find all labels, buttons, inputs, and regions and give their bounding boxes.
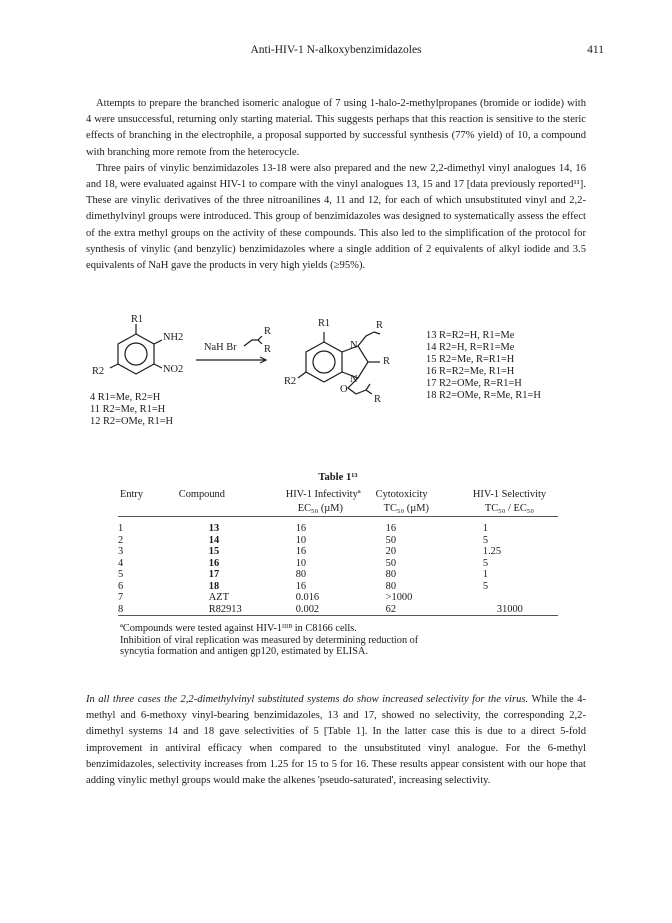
col-infectivity-unit: EC₅₀ (µM) — [297, 503, 343, 514]
product-r2-label: R2 — [284, 376, 297, 387]
col-entry: Entry — [120, 489, 144, 500]
cell-ec50: 0.016 — [295, 592, 320, 603]
cell-selectivity: 5 — [482, 557, 489, 569]
table-footnote — [118, 623, 558, 658]
cell-ec50: 16 — [295, 523, 307, 534]
product-n-bottom-label: N — [350, 374, 358, 385]
cell-tc50: 80 — [385, 580, 397, 592]
cell-selectivity: 1.25 — [482, 546, 502, 557]
col-cytotoxicity-unit: TC₅₀ (µM) — [383, 503, 429, 514]
cell-tc50: 62 — [385, 603, 397, 615]
cell-entry: 8 — [118, 603, 124, 615]
cell-tc50: 50 — [385, 534, 397, 546]
start-material-item: 12 R2=OMe, R1=H — [90, 416, 174, 427]
col-selectivity-title: HIV-1 Selectivity — [472, 489, 547, 500]
aromatic-circle — [125, 343, 147, 365]
intro-section — [86, 96, 586, 274]
product-item: 15 R2=Me, R=R1=H — [426, 354, 515, 365]
table-bottom-rule — [118, 616, 558, 621]
product-r-ring-label: R — [383, 356, 390, 367]
cell-compound: AZT — [208, 592, 229, 603]
product-list — [426, 330, 541, 402]
footnote-line-3: syncytia formation and antigen gp120, estimated by ELISA. — [120, 646, 368, 657]
synthesis-scheme — [86, 314, 586, 462]
cell-entry: 5 — [118, 569, 124, 580]
cell-ec50: 10 — [295, 557, 307, 569]
data-table — [118, 488, 558, 620]
table-row — [118, 535, 558, 547]
cell-tc50: 16 — [385, 523, 397, 534]
table-title: Table 1¹³ — [318, 472, 358, 483]
cell-entry: 7 — [118, 592, 124, 603]
cell-selectivity — [473, 592, 558, 604]
cell-ec50: 16 — [295, 580, 307, 592]
cell-ec50: 10 — [295, 534, 307, 546]
product-item: 13 R=R2=H, R1=Me — [426, 330, 515, 341]
cell-compound: 13 — [208, 523, 220, 534]
cell-tc50: >1000 — [385, 592, 413, 603]
cell-ec50: 0.002 — [295, 603, 320, 615]
results-table — [118, 472, 558, 658]
cell-selectivity: 1 — [482, 523, 489, 534]
cell-compound: R82913 — [208, 603, 242, 615]
benzimidazole-ring — [306, 342, 342, 382]
cell-selectivity: 5 — [482, 534, 489, 546]
discussion-section — [86, 692, 586, 789]
product-o-label: O — [340, 384, 348, 395]
table-row — [118, 546, 558, 558]
table-row — [118, 558, 558, 570]
product-item: 18 R2=OMe, R=Me, R1=H — [426, 390, 541, 401]
cell-tc50: 50 — [385, 557, 397, 569]
col-cytotoxicity — [376, 488, 473, 517]
start-material-item: 4 R1=Me, R2=H — [90, 392, 161, 403]
table-row — [118, 604, 558, 616]
product-r-bottom-label: R — [374, 394, 381, 405]
discussion-paragraph — [86, 692, 586, 789]
page-number: 411 — [587, 44, 604, 56]
discussion-body: While the 4-methyl and 6-methoxy vinyl-bearing benzimidazoles, 13 and 17, showed no selectivity, the corresponding 2,2-dimethyl systems 14 and 18 gave selectivities of 5 [Table 1]. In the latter case this is due to a direct 5-fold improvement in antiviral efficacy when compared to the unsubstituted vinyl analogue. For the 6-methyl benzimidazoles, selectivity increases from 1.25 for 15 to 5 for 16. These results appear consistent with our hope that adding vinylic methyl groups would make the alkenes 'pseudo-saturated', increasing selectivity. — [86, 694, 586, 787]
reagent-label: NaH Br — [204, 342, 237, 353]
cell-tc50: 80 — [385, 569, 397, 580]
page-header — [40, 44, 632, 60]
table-row — [118, 569, 558, 581]
col-cytotoxicity-title: Cytotoxicity — [375, 489, 428, 500]
reagent-r-top: R — [264, 326, 271, 337]
col-infectivity — [286, 488, 376, 517]
footnote-line-1: ªCompounds were tested against HIV-1ᴵᴵᴵᴮ in C8166 cells. — [120, 623, 357, 634]
reagent-r-bottom: R — [264, 344, 271, 355]
product-r1-label: R1 — [318, 318, 331, 329]
product-item: 17 R2=OMe, R=R1=H — [426, 378, 522, 389]
cell-tc50: 20 — [385, 546, 397, 557]
cell-selectivity: 5 — [482, 580, 489, 592]
cell-selectivity: 31000 — [496, 603, 523, 615]
col-selectivity — [473, 488, 558, 517]
cell-entry: 1 — [118, 523, 124, 534]
cell-entry: 6 — [118, 580, 124, 592]
cell-compound: 17 — [208, 569, 220, 580]
cell-compound: 15 — [208, 546, 220, 557]
sm-nh2-label: NH2 — [163, 332, 184, 343]
running-title: Anti-HIV-1 N-alkoxybenzimidazoles — [250, 44, 422, 56]
start-material-item: 11 R2=Me, R1=H — [90, 404, 166, 415]
cell-ec50: 80 — [295, 569, 307, 580]
cell-ec50: 16 — [295, 546, 307, 557]
nitroaniline-ring — [118, 334, 154, 374]
product-r-top-label: R — [376, 320, 383, 331]
intro-paragraph-2: Three pairs of vinylic benzimidazoles 13-18 were also prepared and the new 2,2-dimethyl vinyl analogues 14, 16 and 18, were evaluated against HIV-1 to compare with the vinyl analogues 13, 15 and 17 [data previously reported¹¹]. These are vinylic derivatives of the three nitroanilines 4, 11 and 12, for each of which unsubstituted vinyl and 2,2-dimethylvinyl groups were introduced. This group of benzimidazoles was designed to systematically assess the effect of the extra methyl groups on the activity of these compounds. This also led to the simplification of the protocol for synthesis of vinylic (and benzylic) benzimidazoles where a single addition of 2 equivalents of alkyl iodide and 3.5 equivalents of NaH gave the products in very high yields (≥95%). — [86, 162, 586, 272]
cell-selectivity: 1 — [482, 569, 489, 580]
product-n-top-label: N — [350, 340, 358, 351]
cell-entry: 2 — [118, 534, 124, 546]
footnote-line-2: Inhibition of viral replication was measured by determining reduction of — [120, 634, 419, 646]
col-compound: Compound — [178, 489, 225, 500]
table-row — [118, 592, 558, 604]
col-selectivity-unit: TC₅₀ / EC₅₀ — [484, 503, 535, 514]
product-item: 16 R=R2=Me, R1=H — [426, 366, 515, 377]
sm-r2-label: R2 — [92, 366, 105, 377]
sm-r1-label: R1 — [131, 314, 144, 325]
table-row — [118, 581, 558, 593]
cell-compound: 14 — [208, 534, 220, 546]
start-material-list — [90, 392, 173, 428]
discussion-lead: In all three cases the 2,2-dimethylvinyl substituted systems do show increased selectivity for the virus. — [86, 694, 529, 705]
intro-paragraph-1: Attempts to prepare the branched isomeric analogue of 7 using 1-halo-2-methylpropanes (bromide or iodide) with 4 were unsuccessful, returning only starting material. This suggests perhaps that this reaction is sensitive to the steric effects of branching in the electrophile, a proposal supported by successful synthesis (77% yield) of 10, a compound with branching more remote from the heterocycle. — [86, 98, 586, 158]
table-row — [118, 523, 558, 535]
cell-compound: 16 — [208, 557, 220, 569]
sm-no2-label: NO2 — [163, 364, 184, 375]
col-infectivity-title: HIV-1 Infectivityª — [285, 489, 361, 500]
product-item: 14 R2=H, R=R1=Me — [426, 342, 515, 353]
cell-compound: 18 — [208, 580, 220, 592]
cell-entry: 4 — [118, 557, 124, 569]
cell-entry: 3 — [118, 546, 124, 557]
table-header-row — [118, 488, 558, 517]
